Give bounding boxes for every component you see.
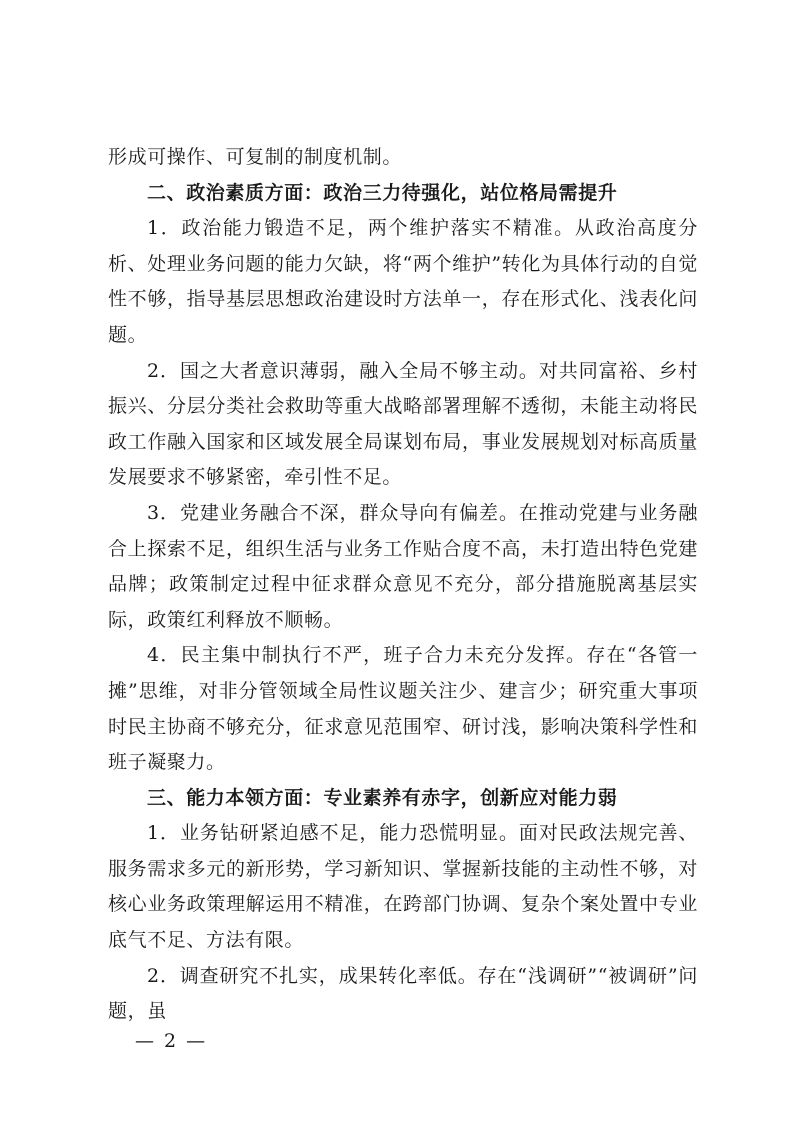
paragraph-political-3: 3．党建业务融合不深，群众导向有偏差。在推动党建与业务融合上探索不足，组织生活与业务工作贴合度不高，未打造出特色党建品牌；政策制定过程中征求群众意见不充分，部分措施脱离基层实际，政策红利释放不顺畅。 (108, 501, 698, 631)
paragraph-political-1: 1．政治能力锻造不足，两个维护落实不精准。从政治高度分析、处理业务问题的能力欠缺，将“两个维护”转化为具体行动的自觉性不够，指导基层思想政治建设时方法单一，存在形式化、浅表化问题。 (108, 217, 698, 346)
paragraph-political-4: 4．民主集中制执行不严，班子合力未充分发挥。存在“各管一摊”思维，对非分管领域全局性议题关注少、建言少；研究重大事项时民主协商不够充分，征求意见范围窄、研讨浅，影响决策科学性和班子凝聚力。 (108, 644, 698, 774)
paragraph-political-2: 2．国之大者意识薄弱，融入全局不够主动。对共同富裕、乡村振兴、分层分类社会救助等重大战略部署理解不透彻，未能主动将民政工作融入国家和区域发展全局谋划布局，事业发展规划对标高质量发展要求不够紧密，牵引性不足。 (108, 359, 698, 489)
paragraph-ability-1: 1．业务钻研紧迫感不足，能力恐慌明显。面对民政法规完善、服务需求多元的新形势，学习新知识、掌握新技能的主动性不够，对核心业务政策理解运用不精准，在跨部门协调、复杂个案处置中专业底气不足、方法有限。 (108, 822, 698, 952)
document-body (108, 140, 698, 1030)
page-number: — 2 — (135, 1030, 208, 1052)
section-heading-ability: 三、能力本领方面：专业素养有赤字，创新应对能力弱 (147, 786, 618, 809)
paragraph-ability-2: 2．调查研究不扎实，成果转化率低。存在“浅调研”“被调研”问题，虽 (108, 964, 698, 1023)
section-heading-political-quality: 二、政治素质方面：政治三力待强化，站位格局需提升 (147, 181, 618, 204)
paragraph-continuation: 形成可操作、可复制的制度机制。 (108, 146, 403, 168)
